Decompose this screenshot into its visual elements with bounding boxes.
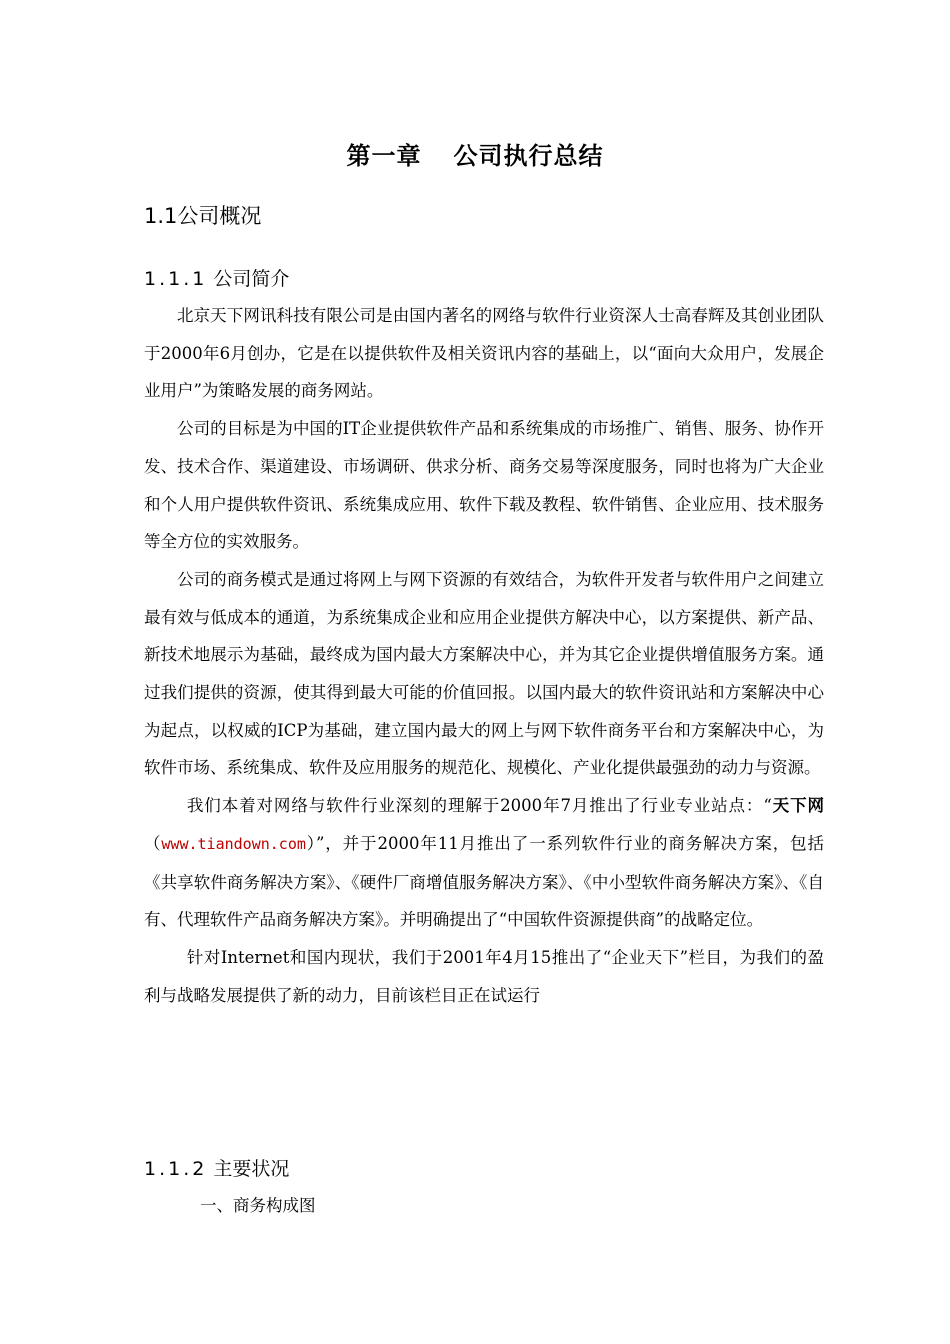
chapter-name: 公司执行总结 xyxy=(453,142,604,170)
chapter-title xyxy=(0,136,950,171)
launch-text-after: ）”，并于2000年11月推出了一系列软件行业的商务解决方案，包括《共享软件商务解决方案》、《硬件厂商增值服务解决方案》、《中小型软件商务解决方案》、《自有、代理软件产品商务解决方案》。并明确提出了“中国软件资源提供商”的战略定位。 xyxy=(144,833,824,930)
section-number: 1.1 xyxy=(144,204,178,228)
launch-paren-open: （ xyxy=(144,833,162,853)
paragraph-business-model: 公司的商务模式是通过将网上与网下资源的有效结合，为软件开发者与软件用户之间建立最有效与低成本的通道，为系统集成企业和应用企业提供方解决中心，以方案提供、新产品、新技术地展示为基础，最终成为国内最大方案解决中心，并为其它企业提供增值服务方案。通过我们提供的资源，使其得到最大可能的价值回报。以国内最大的软件资讯站和方案解决中心为起点，以权威的ICP为基础，建立国内最大的网上与网下软件商务平台和方案解决中心，为软件市场、系统集成、软件及应用服务的规范化、规模化、产业化提供最强劲的动力与资源。 xyxy=(144,569,824,778)
paragraph-launch xyxy=(144,787,824,939)
subsection-title: 公司简介 xyxy=(213,268,290,290)
launch-text-before: 我们本着对网络与软件行业深刻的理解于2000年7月推出了行业专业站点：“ xyxy=(186,796,772,816)
chapter-label: 第一章 xyxy=(346,142,422,170)
subsection-heading-company-profile xyxy=(144,264,289,291)
subsection-number: 1.1.2 xyxy=(144,1158,208,1180)
site-url-link[interactable]: www.tiandown.com xyxy=(161,834,306,853)
list-item-business-structure: 一、商务构成图 xyxy=(200,1196,316,1215)
subsection-number: 1.1.1 xyxy=(144,268,208,290)
paragraph-enterprise-column: 针对Internet和国内现状，我们于2001年4月15推出了“企业天下”栏目，为我们的盈利与战略发展提供了新的动力，目前该栏目正在试运行 xyxy=(144,947,824,1005)
paragraph-goal: 公司的目标是为中国的IT企业提供软件产品和系统集成的市场推广、销售、服务、协作开发、技术合作、渠道建设、市场调研、供求分析、商务交易等深度服务，同时也将为广大企业和个人用户提供软件资讯、系统集成应用、软件下载及教程、软件销售、企业应用、技术服务等全方位的实效服务。 xyxy=(144,419,824,552)
section-title: 公司概况 xyxy=(177,204,262,228)
paragraph-intro: 北京天下网讯科技有限公司是由国内著名的网络与软件行业资深人士高春辉及其创业团队于2000年6月创办，它是在以提供软件及相关资讯内容的基础上，以“面向大众用户，发展企业用户”为策略发展的商务网站。 xyxy=(144,306,824,401)
brand-name: 天下网 xyxy=(771,796,824,816)
section-heading xyxy=(144,200,261,230)
company-profile-body xyxy=(144,297,824,1014)
subsection-title: 主要状况 xyxy=(213,1158,290,1180)
subsection-heading-main-status xyxy=(144,1154,289,1181)
